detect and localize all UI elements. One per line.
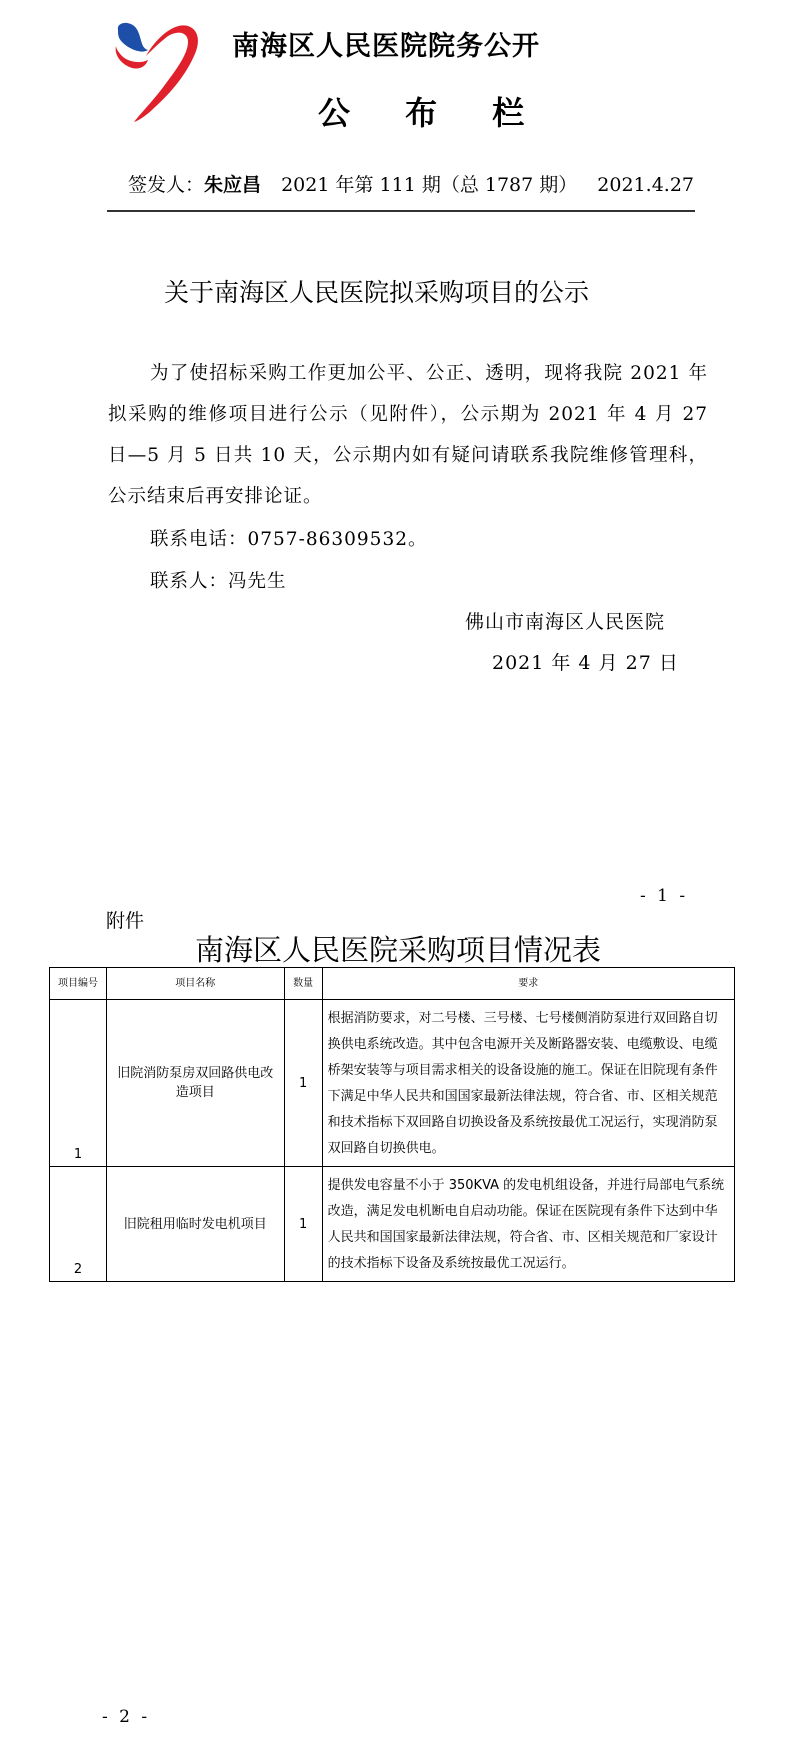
logo-blue-stroke [118, 23, 148, 52]
board-title: 公 布 栏 [318, 94, 547, 132]
signer-label: 签发人： [128, 174, 205, 196]
procurement-table [49, 967, 735, 1282]
attachment-table-title: 南海区人民医院采购项目情况表 [195, 933, 602, 967]
contact-phone: 联系电话：0757-86309532。 [150, 529, 428, 550]
cell-name: 旧院租用临时发电机项目 [106, 1167, 284, 1282]
cell-req: 根据消防要求，对二号楼、三号楼、七号楼侧消防泵进行双回路自切换供电系统改造。其中包含电源开关及断路器安装、电缆敷设、电缆桥架安装等与项目需求相关的设备设施的施工。保证在旧院现有条件下满足中华人民共和国国家最新法律法规，符合省、市、区相关规范和技术指标下双回路自切换设备及系统按最优工况运行，实现消防泵双回路自切换供电。 [322, 1000, 734, 1167]
attachment-label: 附件 [106, 910, 145, 932]
col-header-qty: 数量 [284, 968, 322, 1000]
issue-number: 2021 年第 111 期（总 1787 期） [281, 174, 578, 196]
issue-date: 2021.4.27 [597, 174, 694, 196]
cell-name: 旧院消防泵房双回路供电改造项目 [106, 1000, 284, 1167]
page-number-2: - 2 - [102, 1707, 151, 1727]
cell-no: 1 [50, 1000, 107, 1167]
cell-qty: 1 [284, 1000, 322, 1167]
hospital-logo [112, 20, 200, 122]
issue-meta [128, 170, 708, 197]
cell-req: 提供发电容量不小于 350KVA 的发电机组设备，并进行局部电气系统改造，满足发电机断电自启动功能。保证在医院现有条件下达到中华人民共和国国家最新法律法规，符合省、市、区相关规范和厂家设计的技术指标下设备及系统按最优工况运行。 [322, 1167, 734, 1282]
table-header-row [50, 968, 735, 1000]
table-row [50, 1167, 735, 1282]
table-row [50, 1000, 735, 1167]
cell-qty: 1 [284, 1167, 322, 1282]
notice-title: 关于南海区人民医院拟采购项目的公示 [164, 278, 590, 307]
page-number-1: - 1 - [640, 886, 689, 906]
header-divider [107, 210, 695, 212]
org-title: 南海区人民医院院务公开 [232, 31, 540, 62]
logo-red-right-stroke [134, 25, 198, 122]
signature-org: 佛山市南海区人民医院 [465, 611, 666, 633]
col-header-req: 要求 [322, 968, 734, 1000]
col-header-no: 项目编号 [50, 968, 107, 1000]
notice-body: 为了使招标采购工作更加公平、公正、透明，现将我院 2021 年拟采购的维修项目进行公示（见附件），公示期为 2021 年 4 月 27 日—5 月 5 日共 10 天，公示期内如有疑问请联系我院维修管理科，公示结束后再安排论证。 [108, 363, 708, 507]
cell-no: 2 [50, 1167, 107, 1282]
col-header-name: 项目名称 [106, 968, 284, 1000]
signer-name: 朱应昌 [204, 174, 262, 196]
contact-person: 联系人：冯先生 [150, 571, 287, 592]
signature-date: 2021 年 4 月 27 日 [492, 652, 679, 674]
